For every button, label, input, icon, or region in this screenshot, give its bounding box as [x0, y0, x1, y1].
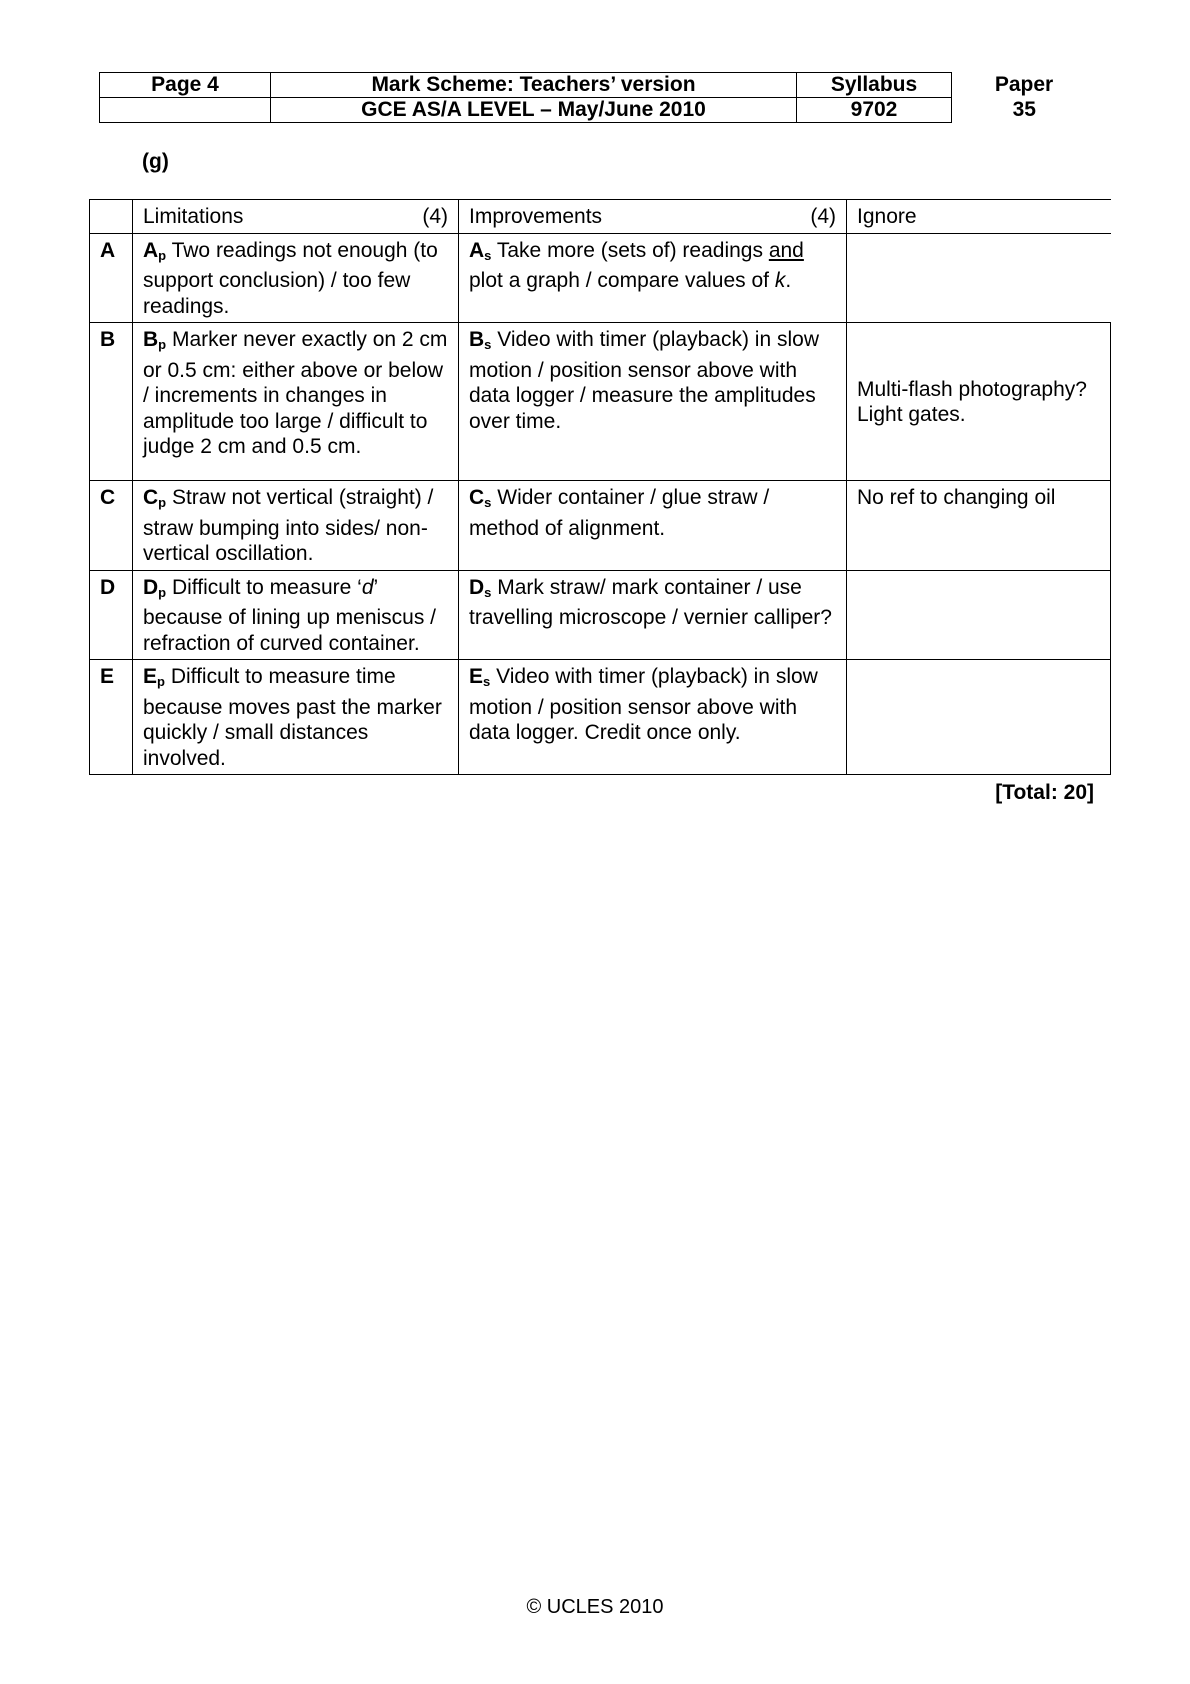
- syllabus-label: Syllabus: [797, 73, 952, 98]
- row-label: D: [90, 570, 133, 660]
- improvement-cell: $A_s$ Take more (sets of) readings and plot a graph / compare values of k.: [459, 233, 847, 323]
- ignore-cell: No ref to changing oil: [847, 481, 1111, 571]
- header-table: [99, 72, 1097, 123]
- improvements-header: Improvements (4): [459, 200, 847, 234]
- document-title: Mark Scheme: Teachers’ version: [271, 73, 797, 98]
- row-label: C: [90, 481, 133, 571]
- header-blank-cell: [90, 200, 133, 234]
- row-label: E: [90, 660, 133, 775]
- improvement-cell: $E_s$ Video with timer (playback) in slow motion / position sensor above with data logger. Credit once only.: [459, 660, 847, 775]
- page-number: Page 4: [100, 73, 271, 98]
- limitation-cell: $A_p$ Two readings not enough (to support conclusion) / too few readings.: [133, 233, 459, 323]
- limitation-cell: $D_p$ Difficult to measure ‘d’ because of lining up meniscus / refraction of curved container.: [133, 570, 459, 660]
- total-marks: [Total: 20]: [995, 781, 1094, 804]
- paper-number: 35: [1012, 98, 1036, 121]
- table-row: [90, 323, 1111, 481]
- table-row: [90, 570, 1111, 660]
- limitation-cell: $C_p$ Straw not vertical (straight) / straw bumping into sides/ non-vertical oscillation.: [133, 481, 459, 571]
- ignore-cell: Multi-flash photography? Light gates.: [847, 323, 1111, 481]
- improvement-cell: $B_s$ Video with timer (playback) in slow motion / position sensor above with data logger / measure the amplitudes over time.: [459, 323, 847, 481]
- limitations-header: Limitations (4): [133, 200, 459, 234]
- ignore-header: Ignore: [847, 200, 1111, 234]
- limitation-cell: $B_p$ Marker never exactly on 2 cm or 0.5 cm: either above or below / increments in changes in amplitude too large / difficult to judge 2 cm and 0.5 cm.: [133, 323, 459, 481]
- table-row: [90, 481, 1111, 571]
- improvement-cell: $D_s$ Mark straw/ mark container / use travelling microscope / vernier calliper?: [459, 570, 847, 660]
- header-empty-cell: [100, 98, 271, 123]
- exam-session: GCE AS/A LEVEL – May/June 2010: [271, 98, 797, 123]
- table-row: [90, 660, 1111, 775]
- table-header-row: [90, 200, 1111, 234]
- ignore-cell: [847, 233, 1111, 323]
- syllabus-code: 9702: [797, 98, 952, 123]
- copyright-footer: © UCLES 2010: [526, 1596, 664, 1618]
- improvement-cell: $C_s$ Wider container / glue straw / method of alignment.: [459, 481, 847, 571]
- mark-scheme-table: [89, 199, 1111, 775]
- row-label: B: [90, 323, 133, 481]
- limitation-cell: $E_p$ Difficult to measure time because moves past the marker quickly / small distances involved.: [133, 660, 459, 775]
- row-label: A: [90, 233, 133, 323]
- part-label: (g): [142, 150, 169, 173]
- table-row: [90, 233, 1111, 323]
- paper-label: Paper: [994, 73, 1054, 96]
- ignore-cell: [847, 660, 1111, 775]
- ignore-cell: [847, 570, 1111, 660]
